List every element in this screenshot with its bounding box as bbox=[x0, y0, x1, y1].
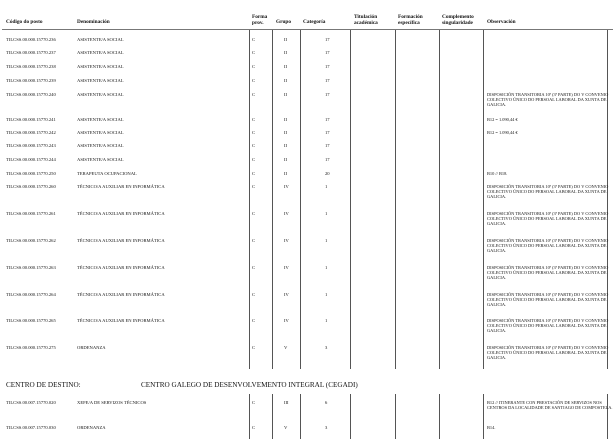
forma-provision: C bbox=[252, 211, 256, 216]
position-denomination: ASISTENTE/A SOCIAL bbox=[77, 130, 124, 135]
observacion: B12 // ITINERANTE CON PRESTACIÓN DE SERVIZOS NOS CENTROS DA LOCALIDADE DE SANTIAGO DE COMPOSTELA. bbox=[487, 400, 613, 410]
grupo: II bbox=[284, 143, 288, 148]
position-denomination: TÉCNICO/A AUXILIAR EN INFORMÁTICA bbox=[77, 238, 165, 243]
column-divider bbox=[272, 394, 273, 439]
grupo: IV bbox=[284, 211, 289, 216]
grupo: II bbox=[284, 78, 288, 83]
forma-provision: C bbox=[252, 265, 256, 270]
column-divider bbox=[249, 394, 250, 439]
grupo: II bbox=[284, 171, 288, 176]
categoria: 17 bbox=[325, 64, 330, 69]
position-denomination: TERAPEUTA OCUPACIONAL bbox=[77, 171, 137, 176]
header-complemento: Complemento singularidade bbox=[442, 14, 474, 26]
centro-destino-name: CENTRO GALEGO DE DESENVOLVEMENTO INTEGRAL (CEGADI) bbox=[141, 381, 358, 389]
categoria: 1 bbox=[325, 211, 328, 216]
position-denomination: ASISTENTE/A SOCIAL bbox=[77, 37, 124, 42]
categoria: 20 bbox=[325, 171, 330, 176]
forma-provision: C bbox=[252, 64, 256, 69]
observacion: DISPOSICIÓN TRANSITORIA 10ª (3ª PARTE) DO V CONVENIO COLECTIVO ÚNICO DO PERSOAL LABORAL DA XUNTA DE GALICIA. bbox=[487, 318, 609, 333]
column-divider bbox=[395, 30, 396, 369]
categoria: 1 bbox=[325, 318, 328, 323]
categoria: 1 bbox=[325, 265, 328, 270]
position-code: TILCSS.00.000.15770.264 bbox=[6, 292, 56, 297]
header-formacion: Formación específica bbox=[398, 14, 423, 26]
forma-provision: C bbox=[252, 345, 256, 350]
forma-provision: C bbox=[252, 92, 256, 97]
position-code: TILCSS.00.000.15770.240 bbox=[6, 92, 56, 97]
column-divider bbox=[350, 394, 351, 439]
grupo: III bbox=[284, 400, 289, 405]
forma-provision: C bbox=[252, 400, 256, 405]
forma-provision: C bbox=[252, 143, 256, 148]
categoria: 17 bbox=[325, 50, 330, 55]
position-denomination: TÉCNICO/A AUXILIAR EN INFORMÁTICA bbox=[77, 292, 165, 297]
forma-provision: C bbox=[252, 157, 256, 162]
column-divider bbox=[483, 394, 484, 439]
position-denomination: TÉCNICO/A AUXILIAR EN INFORMÁTICA bbox=[77, 265, 165, 270]
position-code: TILCSS.00.000.15770.261 bbox=[6, 211, 56, 216]
header-grupo: Grupo bbox=[276, 19, 292, 25]
column-divider bbox=[483, 30, 484, 369]
observacion: B10 // B18. bbox=[487, 171, 508, 176]
column-divider bbox=[439, 394, 440, 439]
position-code: TILCSS.00.000.15770.260 bbox=[6, 184, 56, 189]
forma-provision: C bbox=[252, 78, 256, 83]
header-rule bbox=[2, 29, 613, 30]
position-denomination: ASISTENTE/A SOCIAL bbox=[77, 143, 124, 148]
grupo: V bbox=[284, 345, 288, 350]
grupo: II bbox=[284, 37, 288, 42]
forma-provision: C bbox=[252, 238, 256, 243]
forma-provision: C bbox=[252, 184, 256, 189]
forma-provision: C bbox=[252, 292, 256, 297]
position-code: TILCSS.00.000.15770.243 bbox=[6, 143, 56, 148]
position-denomination: ORDENANZA bbox=[77, 425, 106, 430]
forma-provision: C bbox=[252, 171, 256, 176]
column-divider bbox=[350, 30, 351, 369]
header-codigo: Código do posto bbox=[6, 19, 43, 25]
grupo: II bbox=[284, 92, 288, 97]
column-divider bbox=[249, 30, 250, 369]
position-code: TILCSS.00.000.15770.239 bbox=[6, 78, 56, 83]
position-denomination: TÉCNICO/A AUXILIAR EN INFORMÁTICA bbox=[77, 211, 165, 216]
categoria: 3 bbox=[325, 425, 328, 430]
position-code: TILCSS.00.000.15770.265 bbox=[6, 318, 56, 323]
grupo: V bbox=[284, 425, 288, 430]
column-divider bbox=[300, 30, 301, 369]
position-denomination: ASISTENTE/A SOCIAL bbox=[77, 64, 124, 69]
observacion: DISPOSICIÓN TRANSITORIA 10ª (3ª PARTE) DO V CONVENIO COLECTIVO ÚNICO DO PERSOAL LABORAL DA XUNTA DE GALICIA. bbox=[487, 265, 609, 280]
forma-provision: C bbox=[252, 130, 256, 135]
observacion: DISPOSICIÓN TRANSITORIA 10ª (3ª PARTE) DO V CONVENIO COLECTIVO ÚNICO DO PERSOAL LABORAL DA XUNTA DE GALICIA. bbox=[487, 211, 609, 226]
grupo: II bbox=[284, 64, 288, 69]
position-denomination: TÉCNICO/A AUXILIAR EN INFORMÁTICA bbox=[77, 184, 165, 189]
categoria: 17 bbox=[325, 92, 330, 97]
observacion: DISPOSICIÓN TRANSITORIA 10ª (3ª PARTE) DO V CONVENIO COLECTIVO ÚNICO DO PERSOAL LABORAL DA XUNTA DE GALICIA. bbox=[487, 92, 609, 107]
grupo: II bbox=[284, 117, 288, 122]
grupo: IV bbox=[284, 292, 289, 297]
position-denomination: ASISTENTE/A SOCIAL bbox=[77, 78, 124, 83]
column-divider bbox=[300, 394, 301, 439]
forma-provision: C bbox=[252, 50, 256, 55]
column-divider bbox=[395, 394, 396, 439]
header-categoria: Categoría bbox=[303, 19, 326, 25]
categoria: 17 bbox=[325, 143, 330, 148]
position-denomination: TÉCNICO/A AUXILIAR EN INFORMÁTICA bbox=[77, 318, 165, 323]
position-code: TILCSS.00.000.15770.241 bbox=[6, 117, 56, 122]
centro-destino-label: CENTRO DE DESTINO: bbox=[6, 381, 81, 389]
position-code: TILCSS.00.007.15770.020 bbox=[6, 400, 56, 405]
position-code: TILCSS.00.000.15770.250 bbox=[6, 171, 56, 176]
categoria: 17 bbox=[325, 37, 330, 42]
grupo: II bbox=[284, 50, 288, 55]
header-titulacion: Titulación académica bbox=[354, 14, 378, 26]
grupo: IV bbox=[284, 238, 289, 243]
grupo: II bbox=[284, 130, 288, 135]
grupo: IV bbox=[284, 265, 289, 270]
position-denomination: XEFE/A DE SERVIZOS TÉCNICOS bbox=[77, 400, 147, 405]
categoria: 3 bbox=[325, 345, 328, 350]
forma-provision: C bbox=[252, 425, 256, 430]
categoria: 17 bbox=[325, 117, 330, 122]
position-denomination: ASISTENTE/A SOCIAL bbox=[77, 92, 124, 97]
column-divider bbox=[272, 30, 273, 369]
position-denomination: ASISTENTE/A SOCIAL bbox=[77, 117, 124, 122]
observacion: B12 = 1.090,44 € bbox=[487, 117, 518, 122]
categoria: 17 bbox=[325, 130, 330, 135]
forma-provision: C bbox=[252, 318, 256, 323]
header-observacion: Observación bbox=[487, 19, 516, 25]
grupo: II bbox=[284, 157, 288, 162]
header-denominacion: Denominación bbox=[77, 19, 110, 25]
position-code: TILCSS.00.000.15770.244 bbox=[6, 157, 56, 162]
header-forma: Forma prov. bbox=[252, 14, 268, 26]
position-denomination: ASISTENTE/A SOCIAL bbox=[77, 50, 124, 55]
position-code: TILCSS.00.000.15770.275 bbox=[6, 345, 56, 350]
observacion: DISPOSICIÓN TRANSITORIA 10ª (3ª PARTE) DO V CONVENIO COLECTIVO ÚNICO DO PERSOAL LABORAL DA XUNTA DE GALICIA. bbox=[487, 184, 609, 199]
position-code: TILCSS.00.007.15770.030 bbox=[6, 425, 56, 430]
position-code: TILCSS.00.000.15770.238 bbox=[6, 64, 56, 69]
observacion: B12 = 1.090,44 € bbox=[487, 130, 518, 135]
position-code: TILCSS.00.000.15770.242 bbox=[6, 130, 56, 135]
forma-provision: C bbox=[252, 117, 256, 122]
grupo: IV bbox=[284, 184, 289, 189]
observacion: DISPOSICIÓN TRANSITORIA 10ª (3ª PARTE) DO V CONVENIO COLECTIVO ÚNICO DO PERSOAL LABORAL DA XUNTA DE GALICIA. bbox=[487, 238, 609, 253]
position-code: TILCSS.00.000.15770.262 bbox=[6, 238, 56, 243]
categoria: 6 bbox=[325, 400, 328, 405]
categoria: 1 bbox=[325, 184, 328, 189]
column-divider bbox=[439, 30, 440, 369]
observacion: B14. bbox=[487, 425, 496, 430]
forma-provision: C bbox=[252, 37, 256, 42]
grupo: IV bbox=[284, 318, 289, 323]
observacion: DISPOSICIÓN TRANSITORIA 10ª (3ª PARTE) DO V CONVENIO COLECTIVO ÚNICO DO PERSOAL LABORAL DA XUNTA DE GALICIA. bbox=[487, 345, 609, 360]
categoria: 17 bbox=[325, 78, 330, 83]
position-code: TILCSS.00.000.15770.236 bbox=[6, 37, 56, 42]
categoria: 17 bbox=[325, 157, 330, 162]
position-denomination: ORDENANZA bbox=[77, 345, 106, 350]
position-denomination: ASISTENTE/A SOCIAL bbox=[77, 157, 124, 162]
categoria: 1 bbox=[325, 238, 328, 243]
position-code: TILCSS.00.000.15770.263 bbox=[6, 265, 56, 270]
observacion: DISPOSICIÓN TRANSITORIA 10ª (3ª PARTE) DO V CONVENIO COLECTIVO ÚNICO DO PERSOAL LABORAL DA XUNTA DE GALICIA. bbox=[487, 292, 609, 307]
categoria: 1 bbox=[325, 292, 328, 297]
position-code: TILCSS.00.000.15770.237 bbox=[6, 50, 56, 55]
